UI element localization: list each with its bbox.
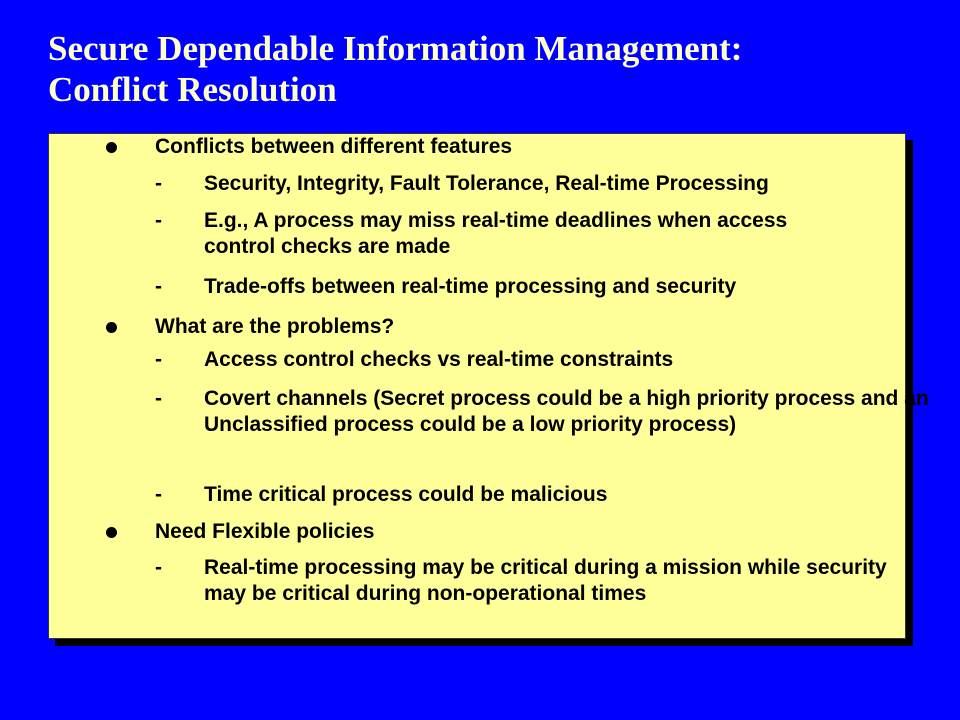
dash-icon: - bbox=[155, 387, 162, 410]
sub-bullet bbox=[155, 386, 935, 438]
sub-bullet bbox=[155, 208, 935, 260]
bullet-dot-icon bbox=[106, 527, 117, 538]
sub-bullet bbox=[155, 274, 935, 300]
dash-icon: - bbox=[155, 556, 162, 579]
dash-icon: - bbox=[155, 172, 162, 195]
content-panel bbox=[48, 133, 929, 639]
sub-bullet bbox=[155, 482, 935, 508]
sub-bullet-text: Real-time processing may be critical during a mission while security may be critical during non-operational times bbox=[204, 556, 887, 605]
sub-bullet-text: Covert channels (Secret process could be a high priority process and an Unclassified process could be a low priority process) bbox=[204, 387, 929, 436]
slide-title-line-2: Conflict Resolution bbox=[48, 70, 337, 109]
dash-icon: - bbox=[155, 348, 162, 371]
sub-bullet-text: Access control checks vs real-time constraints bbox=[204, 348, 674, 371]
bullet-text: Need Flexible policies bbox=[155, 520, 375, 543]
bullet-dot-icon bbox=[106, 322, 117, 333]
slide-title-line-1: Secure Dependable Information Management: bbox=[48, 29, 743, 68]
sub-bullet bbox=[155, 347, 935, 373]
dash-icon: - bbox=[155, 209, 162, 232]
slide-title bbox=[48, 28, 928, 110]
sub-bullet bbox=[155, 171, 935, 197]
sub-bullet bbox=[155, 555, 935, 607]
dash-icon: - bbox=[155, 275, 162, 298]
bullet-dot-icon bbox=[106, 142, 117, 153]
sub-bullet-text: Time critical process could be malicious bbox=[204, 483, 608, 506]
sub-bullet-text: Trade-offs between real-time processing and security bbox=[204, 275, 737, 298]
bullet-text: Conflicts between different features bbox=[155, 135, 513, 158]
dash-icon: - bbox=[155, 483, 162, 506]
sub-bullet-text: Security, Integrity, Fault Tolerance, Real-time Processing bbox=[204, 172, 769, 195]
sub-bullet-text: E.g., A process may miss real-time deadlines when access control checks are made bbox=[204, 209, 788, 258]
bullet-text: What are the problems? bbox=[155, 315, 395, 338]
